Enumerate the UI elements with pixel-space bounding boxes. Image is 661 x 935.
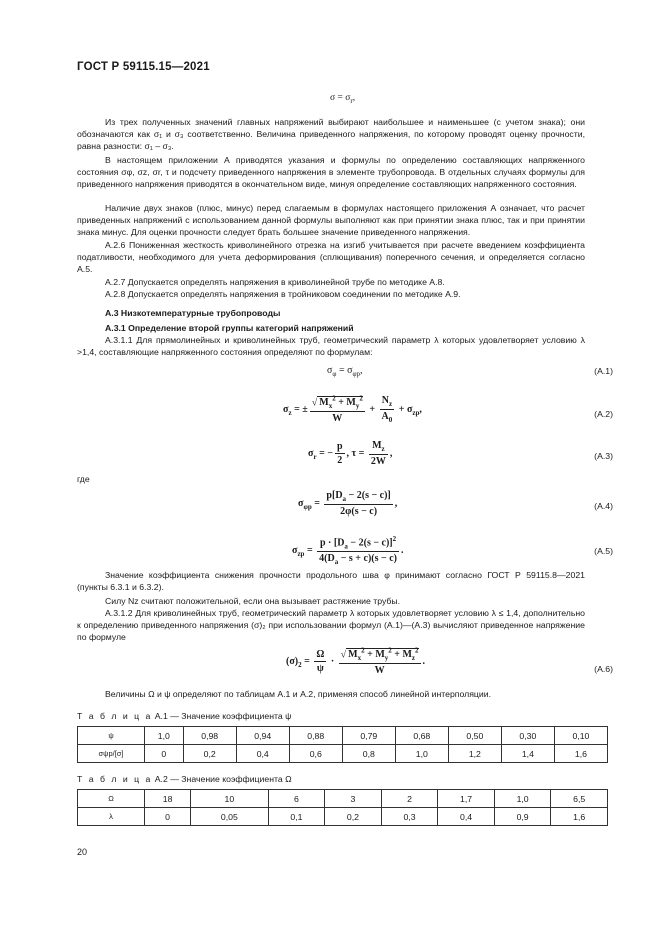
table-a2 — [77, 789, 608, 826]
paragraph: А.2.8 Допускается определять напряжения в тройниковом соединении по методике А.9. — [105, 289, 461, 299]
subsection-heading: А.3.1 Определение второй группы категорий напряжений — [105, 323, 354, 333]
formula-a2: $\sigma_z$ = ± $\frac{√ M_x^2 + M_y^2}{W}$ + $\frac{N_z}{A_0}$ + $\sigma_{zp}$, — [283, 395, 422, 425]
table-row: λ 0 0,05 0,1 0,2 0,3 0,4 0,9 1,6 — [78, 808, 608, 826]
paragraph: Силу Nz считают положительной, если она вызывает растяжение трубы. — [105, 596, 401, 606]
document-header: ГОСТ Р 59115.15—2021 — [77, 61, 210, 73]
paragraph: Из трех полученных значений главных напряжений выбирают наибольшее и наименьшее (с учетом знака); они обозначаются как σ₁ и σ₃ соответственно. Величина приведенного напряжения, по которому проводят оценку прочности, равна разности: σ₁ – σ₃. — [77, 117, 585, 151]
formula-a1: $\sigma_\varphi = \sigma_{\varphi p}$, — [327, 365, 363, 378]
section-heading: А.3 Низкотемпературные трубопроводы — [105, 308, 281, 318]
paragraph: А.3.1.2 Для криволинейных труб, геометрический параметр λ которых удовлетворяет условию λ ≤ 1,4, дополнительно к определению приведенного напряжения (σ)₂ при использовании формул (А.1)—(А.3) вычисляют приведенное напряжение по формуле — [77, 608, 585, 642]
formula-number: (А.4) — [594, 501, 613, 511]
formula-a3: $\sigma_r$ = − $\frac{p}{2}$ , τ = $\frac{M_z}{2W}$ , — [308, 440, 393, 467]
table-caption: Т а б л и ц а А.1 — Значение коэффициента ψ — [77, 711, 292, 721]
formula-a4: $\sigma_{\varphi p}$ = $\frac{p[D_a - 2(s - c)]}{2\varphi(s - c)}$ , — [298, 490, 398, 517]
paragraph: В настоящем приложении А приводятся указания и формулы по определению составляющих напряженного состояния σφ, σz, σr, τ и подсчету приведенного напряжения в элементе трубопровода. В отдельных случаях формулы для приведенного напряжения приводятся в окончательном виде, минуя определение составляющих напряженного состояния. — [77, 155, 585, 189]
formula-a6: $(\sigma)_2$ = $\frac{\Omega}{\psi}$ · $\frac{√ M_x^2 + M_y^2 + M_z^2}{W}$ . — [286, 647, 426, 677]
paragraph: А.2.6 Пониженная жесткость криволинейного отрезка на изгиб учитывается при расчете введением коэффициента податливости, необходимого для учета деформирования (сплющивания) поперечного сечения, и определяется согласно А.5. — [77, 240, 585, 274]
where-label: где — [77, 474, 90, 484]
paragraph: А.3.1.1 Для прямолинейных и криволинейных труб, геометрический параметр λ которых удовлетворяет условию λ >1,4, составляющие напряженного состояния определяют по формулам: — [77, 335, 585, 357]
formula-number: (А.1) — [594, 366, 613, 376]
paragraph: А.2.7 Допускается определять напряжения в криволинейной трубе по методике А.8. — [105, 277, 445, 287]
paragraph: Значение коэффициента снижения прочности продольного шва φ принимают согласно ГОСТ Р 59115.8—2021 (пункты 6.3.1 и 6.3.2). — [77, 570, 585, 592]
formula-sigma-r: $\sigma = \sigma_r$, — [330, 93, 356, 105]
formula-a5: $\sigma_{zp}$ = $\frac{p \cdot [D_a - 2(s - c)]^2}{4(D_a - s + c)(s - c)}$ . — [292, 535, 404, 567]
table-row: σψp/[σ] 0 0,2 0,4 0,6 0,8 1,0 1,2 1,4 1,6 — [78, 745, 608, 763]
formula-number: (А.6) — [594, 664, 613, 674]
table-row: Ω 18 10 6 3 2 1,7 1,0 6,5 — [78, 790, 608, 808]
table-caption: Т а б л и ц а А.2 — Значение коэффициента Ω — [77, 774, 292, 784]
table-row: ψ 1,0 0,98 0,94 0,88 0,79 0,68 0,50 0,30 0,10 — [78, 727, 608, 745]
formula-number: (А.3) — [594, 451, 613, 461]
page-number: 20 — [77, 847, 88, 857]
paragraph: Величины Ω и ψ определяют по таблицам А.1 и А.2, применяя способ линейной интерполяции. — [105, 689, 491, 699]
formula-number: (А.5) — [594, 546, 613, 556]
paragraph: Наличие двух знаков (плюс, минус) перед слагаемым в формулах настоящего приложения А означает, что расчет приведенных напряжений с использованием данной формулы выполняют как при принятии знака плюс, так и при принятии знака минус. Для оценки прочности следует брать большее значение приведенного напряжения. — [77, 203, 585, 237]
table-a1 — [77, 726, 608, 763]
formula-number: (А.2) — [594, 409, 613, 419]
